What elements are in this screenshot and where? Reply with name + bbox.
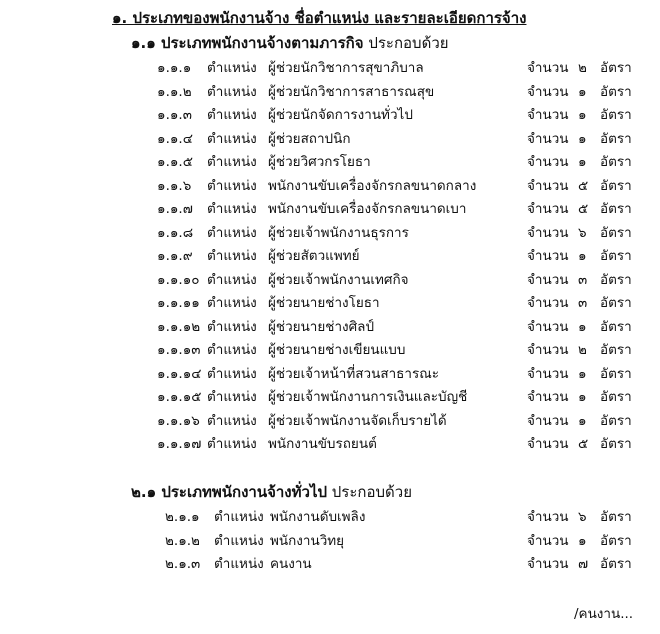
position-code: ๑.๑.๑๓ [157, 342, 201, 358]
position-title: ผู้ช่วยเจ้าหน้าที่สวนสาธารณะ [268, 365, 439, 382]
position-title: พนักงานขับเครื่องจักรกลขนาดเบา [268, 201, 467, 217]
count-number: ๑ [578, 107, 587, 123]
count-label: จำนวน [527, 318, 569, 335]
count-unit: อัตรา [600, 436, 632, 452]
position-word: ตำแหน่ง [207, 130, 257, 147]
position-word: ตำแหน่ง [207, 60, 257, 76]
position-code: ๑.๑.๗ [157, 201, 193, 217]
count-number: ๓ [578, 295, 588, 311]
position-title: ผู้ช่วยเจ้าพนักงานจัดเก็บรายได้ [268, 412, 447, 429]
position-title: ผู้ช่วยนักวิชาการสาธารณสุข [268, 83, 435, 100]
count-number: ๑ [578, 83, 587, 100]
count-unit: อัตรา [600, 154, 632, 170]
count-number: ๕ [578, 201, 589, 217]
position-code: ๑.๑.๖ [157, 177, 192, 194]
position-code: ๒.๑.๑ [165, 509, 200, 525]
list-item [0, 529, 660, 551]
position-code: ๑.๑.๓ [157, 107, 192, 123]
count-number: ๖ [578, 224, 587, 241]
position-code: ๑.๑.๔ [157, 130, 193, 147]
position-title: ผู้ช่วยเจ้าพนักงานธุรการ [268, 224, 409, 241]
count-unit: อัตรา [600, 342, 632, 358]
count-number: ๑ [578, 365, 587, 382]
position-title: ผู้ช่วยเจ้าพนักงานเทศกิจ [268, 271, 409, 288]
count-number: ๗ [578, 556, 589, 572]
count-unit: อัตรา [600, 556, 632, 572]
count-unit: อัตรา [600, 389, 632, 405]
position-word: ตำแหน่ง [207, 365, 257, 382]
count-label: จำนวน [527, 412, 569, 429]
list-item [0, 80, 660, 102]
position-title: คนงาน [270, 556, 312, 572]
list-item [0, 315, 660, 337]
count-number: ๑ [578, 248, 587, 264]
position-word: ตำแหน่ง [207, 177, 257, 194]
count-unit: อัตรา [600, 318, 632, 335]
list-item [0, 409, 660, 431]
count-label: จำนวน [527, 342, 569, 358]
list-item [0, 174, 660, 196]
section-2-heading [131, 480, 412, 504]
count-label: จำนวน [527, 107, 569, 123]
count-number: ๑ [578, 318, 587, 335]
position-word: ตำแหน่ง [207, 107, 257, 123]
count-unit: อัตรา [600, 107, 632, 123]
count-unit: อัตรา [600, 412, 632, 429]
count-number: ๑ [578, 412, 587, 429]
list-item [0, 268, 660, 290]
count-label: จำนวน [527, 83, 569, 100]
position-word: ตำแหน่ง [214, 509, 264, 525]
position-title: ผู้ช่วยนายช่างศิลป์ [268, 318, 375, 335]
count-unit: อัตรา [600, 271, 632, 288]
list-item [0, 385, 660, 407]
position-word: ตำแหน่ง [214, 532, 264, 549]
section-1-heading [131, 31, 449, 55]
count-label: จำนวน [527, 154, 569, 170]
count-label: จำนวน [527, 365, 569, 382]
position-word: ตำแหน่ง [207, 342, 257, 358]
count-number: ๓ [578, 271, 588, 288]
position-code: ๑.๑.๕ [157, 154, 193, 170]
count-label: จำนวน [527, 130, 569, 147]
position-word: ตำแหน่ง [207, 412, 257, 429]
count-unit: อัตรา [600, 224, 632, 241]
position-code: ๑.๑.๑๗ [157, 436, 202, 452]
list-item [0, 338, 660, 360]
count-number: ๑ [578, 389, 587, 405]
position-title: ผู้ช่วยสัตวแพทย์ [268, 248, 360, 264]
position-title: พนักงานขับเครื่องจักรกลขนาดกลาง [268, 177, 477, 194]
count-label: จำนวน [527, 201, 569, 217]
position-word: ตำแหน่ง [207, 83, 257, 100]
count-number: ๕ [578, 177, 589, 194]
count-number: ๖ [578, 509, 587, 525]
count-unit: อัตรา [600, 248, 632, 264]
count-unit: อัตรา [600, 60, 632, 76]
position-title: ผู้ช่วยสถาปนิก [268, 130, 351, 147]
count-label: จำนวน [527, 532, 569, 549]
list-item [0, 221, 660, 243]
list-item [0, 127, 660, 149]
list-item [0, 505, 660, 527]
count-label: จำนวน [527, 271, 569, 288]
count-number: ๒ [578, 60, 587, 76]
position-title: พนักงานวิทยุ [270, 532, 345, 549]
count-unit: อัตรา [600, 177, 632, 194]
list-item [0, 291, 660, 313]
section-1-suffix: ประกอบด้วย [363, 34, 449, 52]
count-number: ๕ [578, 436, 589, 452]
position-word: ตำแหน่ง [207, 389, 257, 405]
position-title: ผู้ช่วยเจ้าพนักงานการเงินและบัญชี [268, 389, 468, 405]
count-label: จำนวน [527, 556, 569, 572]
position-word: ตำแหน่ง [207, 295, 257, 311]
page-continuation: /คนงาน... [574, 606, 634, 622]
count-number: ๑ [578, 532, 587, 549]
position-code: ๑.๑.๑๑ [157, 295, 200, 311]
count-label: จำนวน [527, 295, 569, 311]
count-label: จำนวน [527, 389, 569, 405]
position-code: ๑.๑.๘ [157, 224, 194, 241]
position-code: ๒.๑.๓ [165, 556, 201, 572]
section-2-title: ๒.๑ ประเภทพนักงานจ้างทั่วไป [131, 483, 328, 501]
count-label: จำนวน [527, 436, 569, 452]
count-unit: อัตรา [600, 201, 632, 217]
count-label: จำนวน [527, 509, 569, 525]
position-word: ตำแหน่ง [207, 271, 257, 288]
position-code: ๑.๑.๑ [157, 60, 192, 76]
list-item [0, 362, 660, 384]
count-label: จำนวน [527, 60, 569, 76]
count-unit: อัตรา [600, 130, 632, 147]
position-code: ๑.๑.๑๔ [157, 365, 202, 382]
position-code: ๑.๑.๒ [157, 83, 192, 100]
count-unit: อัตรา [600, 295, 632, 311]
position-code: ๑.๑.๙ [157, 248, 193, 264]
list-item [0, 197, 660, 219]
count-unit: อัตรา [600, 509, 632, 525]
count-label: จำนวน [527, 177, 569, 194]
count-label: จำนวน [527, 248, 569, 264]
count-label: จำนวน [527, 224, 569, 241]
count-number: ๑ [578, 154, 587, 170]
position-word: ตำแหน่ง [207, 201, 257, 217]
count-number: ๑ [578, 130, 587, 147]
count-unit: อัตรา [600, 365, 632, 382]
position-word: ตำแหน่ง [207, 248, 257, 264]
position-title: ผู้ช่วยนายช่างเขียนแบบ [268, 342, 406, 358]
position-code: ๒.๑.๒ [165, 532, 200, 549]
position-word: ตำแหน่ง [207, 154, 257, 170]
list-item [0, 244, 660, 266]
list-item [0, 552, 660, 574]
document-heading: ๑. ประเภทของพนักงานจ้าง ชื่อตำแหน่ง และรายละเอียดการจ้าง [112, 9, 527, 27]
position-code: ๑.๑.๑๕ [157, 389, 202, 405]
position-title: ผู้ช่วยวิศวกรโยธา [268, 154, 371, 170]
list-item [0, 150, 660, 172]
position-code: ๑.๑.๑๐ [157, 271, 200, 288]
list-item [0, 56, 660, 78]
position-title: ผู้ช่วยนักวิชาการสุขาภิบาล [268, 60, 424, 76]
count-unit: อัตรา [600, 532, 632, 549]
position-word: ตำแหน่ง [214, 556, 264, 572]
position-title: ผู้ช่วยนายช่างโยธา [268, 295, 380, 311]
position-code: ๑.๑.๑๖ [157, 412, 200, 429]
section-1-title: ๑.๑ ประเภทพนักงานจ้างตามภารกิจ [131, 34, 364, 52]
count-number: ๒ [578, 342, 587, 358]
position-title: พนักงานขับรถยนต์ [268, 436, 377, 452]
position-word: ตำแหน่ง [207, 436, 257, 452]
position-code: ๑.๑.๑๒ [157, 318, 201, 335]
list-item [0, 432, 660, 454]
position-word: ตำแหน่ง [207, 224, 257, 241]
position-title: พนักงานดับเพลิง [270, 509, 366, 525]
count-unit: อัตรา [600, 83, 632, 100]
position-title: ผู้ช่วยนักจัดการงานทั่วไป [268, 107, 413, 123]
section-2-suffix: ประกอบด้วย [327, 483, 412, 501]
position-word: ตำแหน่ง [207, 318, 257, 335]
list-item [0, 103, 660, 125]
